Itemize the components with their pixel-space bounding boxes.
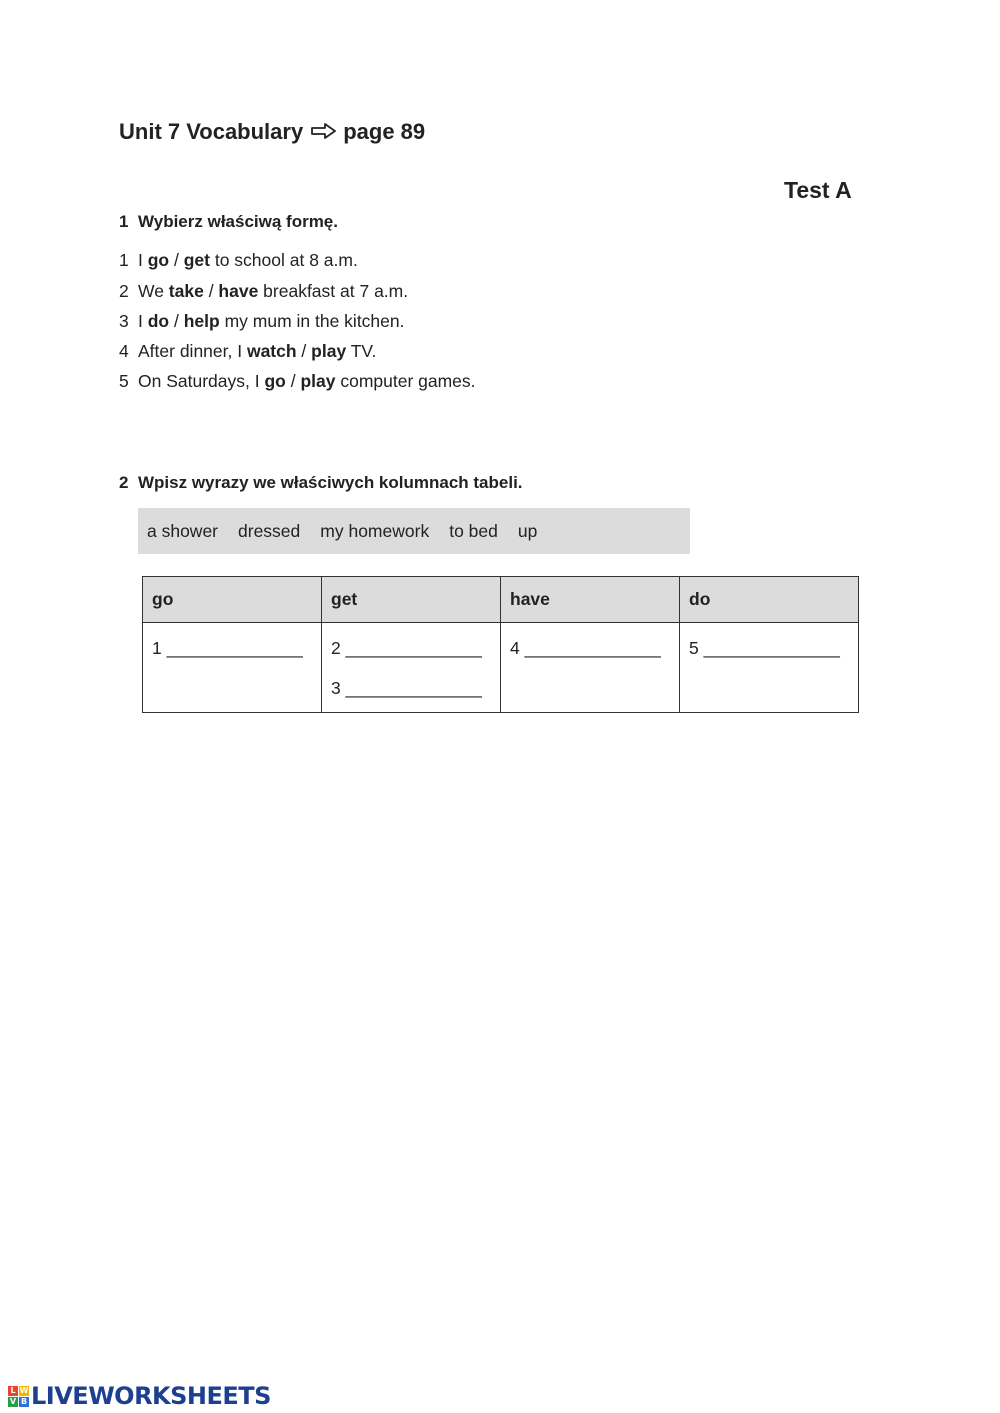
exercise-1-heading	[119, 212, 338, 232]
item-text: breakfast at 7 a.m.	[258, 281, 409, 301]
item-text: TV.	[346, 341, 377, 361]
answer-blank-1[interactable]: 1 ______________	[152, 638, 303, 658]
word-bank	[138, 508, 690, 554]
exercise-1-instruction: Wybierz właściwą formę.	[138, 212, 338, 231]
option-have[interactable]: have	[218, 281, 259, 301]
exercise-1-item	[119, 371, 476, 392]
test-label: Test A	[784, 177, 852, 203]
logo-icon	[8, 1386, 29, 1407]
item-text: computer games.	[335, 371, 476, 391]
item-text: After dinner, I	[138, 341, 247, 361]
logo-letter: W	[19, 1386, 29, 1395]
option-go[interactable]: go	[264, 371, 286, 391]
answer-blank-5[interactable]: 5 ______________	[689, 638, 840, 658]
option-separator: /	[285, 371, 301, 391]
option-separator: /	[169, 250, 184, 270]
option-watch[interactable]: watch	[246, 341, 297, 361]
option-get[interactable]: get	[183, 250, 210, 270]
item-text: On Saturdays, I	[138, 371, 265, 391]
option-separator: /	[296, 341, 312, 361]
option-separator: /	[203, 281, 219, 301]
table-row	[143, 623, 859, 713]
item-number: 1	[119, 250, 129, 270]
word-bank-item[interactable]: a shower	[147, 520, 219, 541]
option-play[interactable]: play	[300, 371, 336, 391]
item-number: 2	[119, 281, 129, 301]
answer-blank-4[interactable]: 4 ______________	[510, 638, 661, 658]
logo-letter: L	[8, 1386, 18, 1396]
option-play[interactable]: play	[311, 341, 347, 361]
item-text: to school at 8 a.m.	[209, 250, 358, 270]
option-separator: /	[169, 311, 184, 331]
exercise-2-number: 2	[119, 473, 129, 492]
table-header-row	[143, 577, 859, 623]
item-number: 3	[119, 311, 129, 331]
exercise-2-heading	[119, 473, 523, 493]
option-do[interactable]: do	[147, 311, 170, 331]
answer-blank-2[interactable]: 2 ______________	[331, 638, 482, 658]
exercise-1-item	[119, 341, 376, 362]
option-help[interactable]: help	[183, 311, 220, 331]
exercise-1-item	[119, 281, 408, 302]
column-header-get: get	[322, 577, 501, 623]
word-bank-item[interactable]: to bed	[449, 520, 498, 541]
word-bank-item[interactable]: my homework	[320, 520, 430, 541]
exercise-2-instruction: Wpisz wyrazy we właściwych kolumnach tabeli.	[138, 473, 523, 492]
option-take[interactable]: take	[168, 281, 204, 301]
item-text: I	[138, 311, 148, 331]
item-text: my mum in the kitchen.	[219, 311, 405, 331]
column-header-have: have	[501, 577, 680, 623]
column-header-go: go	[143, 577, 322, 623]
unit-title: Unit 7 Vocabulary	[119, 119, 304, 144]
column-header-do: do	[680, 577, 859, 623]
logo-letter: V	[9, 1397, 17, 1406]
item-text: We	[138, 281, 169, 301]
item-number: 5	[119, 371, 129, 391]
answer-table	[142, 576, 859, 713]
page-reference: page 89	[343, 119, 426, 144]
page-title	[119, 119, 425, 145]
answer-blank-3[interactable]: 3 ______________	[331, 678, 482, 698]
right-arrow-icon	[311, 119, 337, 145]
cell-get	[322, 623, 501, 713]
cell-have	[501, 623, 680, 713]
exercise-1-item	[119, 311, 405, 332]
exercise-1-number: 1	[119, 212, 129, 231]
word-bank-item[interactable]: dressed	[238, 520, 301, 541]
liveworksheets-logo[interactable]	[8, 1382, 271, 1410]
exercise-1-item	[119, 250, 358, 271]
cell-go	[143, 623, 322, 713]
option-go[interactable]: go	[147, 250, 170, 270]
logo-text: LIVEWORKSHEETS	[31, 1382, 271, 1410]
logo-letter: B	[20, 1397, 28, 1406]
item-text: I	[138, 250, 148, 270]
word-bank-item[interactable]: up	[517, 520, 538, 541]
cell-do	[680, 623, 859, 713]
item-number: 4	[119, 341, 129, 361]
